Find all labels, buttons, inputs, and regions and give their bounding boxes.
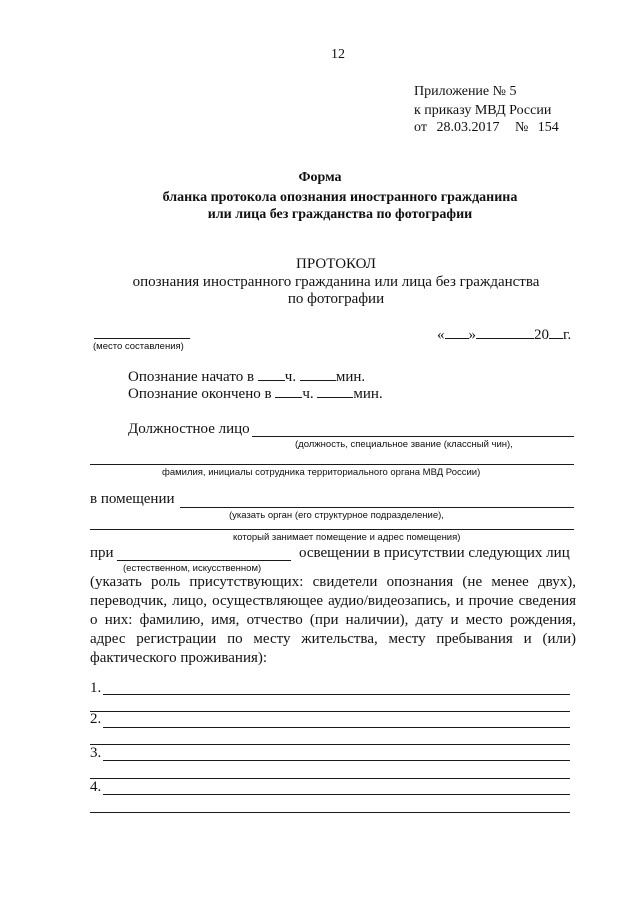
lighting-suffix: освещении в присутствии следующих лиц [299, 545, 570, 561]
participant-field-3a[interactable] [103, 760, 570, 761]
participant-number-4: 4. [90, 779, 102, 795]
premises-org-field[interactable] [180, 507, 574, 508]
official-name-hint: фамилия, инициалы сотрудника территориального органа МВД России) [162, 467, 481, 478]
date-year-prefix: 20 [534, 327, 549, 343]
date-year-suffix: г. [563, 327, 572, 343]
protocol-subtitle-line-2: по фотографии [287, 291, 385, 307]
official-label: Должностное лицо [128, 421, 250, 437]
lighting-field[interactable] [117, 560, 291, 561]
appendix-line-2: к приказу МВД России [414, 103, 552, 118]
official-position-field[interactable] [252, 436, 574, 437]
end-time-label: Опознание окончено в [128, 386, 272, 402]
start-hours-unit: ч. [284, 369, 297, 385]
premises-address-field[interactable] [90, 529, 574, 530]
participant-field-1a[interactable] [103, 694, 570, 695]
start-hours-field[interactable] [258, 367, 285, 381]
end-hours-unit: ч. [302, 386, 314, 402]
participant-field-4a[interactable] [103, 794, 570, 795]
start-time-label: Опознание начато в [128, 369, 255, 385]
participant-field-4b[interactable] [90, 812, 570, 813]
lighting-prefix: при [90, 545, 114, 561]
start-minutes-field[interactable] [300, 367, 336, 381]
date-open-quote: « [437, 327, 445, 343]
premises-address-hint: который занимает помещение и адрес помещения) [233, 532, 461, 543]
protocol-title: ПРОТОКОЛ [296, 256, 376, 272]
participant-field-2a[interactable] [103, 727, 570, 728]
appendix-from-label: от [414, 120, 427, 135]
appendix-date: 28.03.2017 [436, 120, 500, 135]
participant-number-1: 1. [90, 680, 102, 696]
start-minutes-unit: мин. [335, 369, 366, 385]
date-close-quote: » [468, 327, 476, 343]
premises-label: в помещении [90, 491, 175, 507]
instruction-line-5: фактического проживания): [90, 650, 268, 666]
date-day-field[interactable] [445, 325, 469, 339]
date-template [437, 325, 571, 344]
lighting-hint: (естественном, искусственном) [123, 563, 262, 574]
place-field-line[interactable] [94, 338, 190, 339]
protocol-subtitle-line-1: опознания иностранного гражданина или лица без гражданства [132, 274, 540, 290]
end-minutes-field[interactable] [317, 384, 353, 398]
end-hours-field[interactable] [275, 384, 302, 398]
participant-field-2b[interactable] [90, 744, 570, 745]
date-month-field[interactable] [476, 325, 534, 339]
participant-number-2: 2. [90, 711, 102, 727]
instruction-line-2: переводчик, лицо, осуществляющее аудио/видеозапись, и прочие сведения [90, 593, 576, 609]
appendix-date-line [414, 120, 559, 136]
appendix-line-1: Приложение № 5 [414, 84, 517, 99]
instruction-line-1: (указать роль присутствующих: свидетели опознания (не менее двух), [90, 574, 576, 590]
end-time-row [128, 384, 383, 403]
participant-field-3b[interactable] [90, 778, 570, 779]
premises-org-hint: (указать орган (его структурное подразделение), [229, 510, 444, 521]
appendix-number-label: № [514, 120, 529, 135]
instruction-line-4: адрес регистрации по месту жительства, месту пребывания и (или) [90, 631, 576, 647]
form-heading-line-2: бланка протокола опознания иностранного гражданина [162, 190, 518, 205]
official-name-field[interactable] [90, 464, 574, 465]
appendix-number: 154 [537, 120, 559, 135]
participant-number-3: 3. [90, 745, 102, 761]
official-position-hint: (должность, специальное звание (классный чин), [295, 439, 513, 450]
form-heading-line-3: или лица без гражданства по фотографии [207, 207, 473, 222]
participant-field-1b[interactable] [90, 711, 570, 712]
form-heading-line-1: Форма [298, 170, 342, 185]
date-year-field[interactable] [549, 325, 563, 339]
end-minutes-unit: мин. [353, 386, 383, 402]
instruction-line-3: о них: фамилию, имя, отчество (при наличии), дату и место рождения, [90, 612, 576, 628]
place-hint: (место составления) [93, 341, 184, 352]
page-number: 12 [331, 47, 345, 62]
